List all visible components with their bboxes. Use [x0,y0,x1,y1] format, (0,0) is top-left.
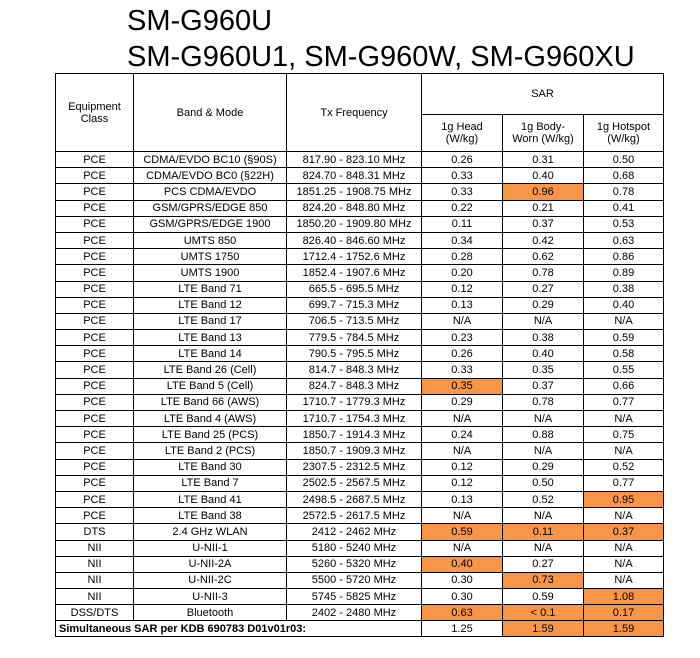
equipment-class-cell: DTS [56,524,134,540]
sar-body-cell: 0.78 [503,394,584,410]
sar-table-body [56,152,664,621]
table-row [56,378,664,394]
tx-frequency-cell: 1710.7 - 1754.3 MHz [287,411,422,427]
equipment-class-cell: PCE [56,411,134,427]
band-mode-cell: UMTS 1900 [134,265,287,281]
simultaneous-sar-row [56,621,664,637]
tx-frequency-cell: 824.7 - 848.3 MHz [287,378,422,394]
sar-head-cell: 0.12 [422,475,503,491]
sar-body-cell: 0.40 [503,346,584,362]
table-row [56,297,664,313]
equipment-class-cell: PCE [56,216,134,232]
sar-body-cell: N/A [503,540,584,556]
header-equipment-class: Equipment Class [56,74,134,152]
sar-head-cell: 0.26 [422,346,503,362]
tx-frequency-cell: 1850.7 - 1909.3 MHz [287,443,422,459]
sar-body-cell: 0.96 [503,184,584,200]
sar-hotspot-cell: 0.55 [584,362,664,378]
sar-head-cell: N/A [422,411,503,427]
tx-frequency-cell: 1710.7 - 1779.3 MHz [287,394,422,410]
sar-hotspot-cell: 0.78 [584,184,664,200]
table-row [56,475,664,491]
tx-frequency-cell: 5260 - 5320 MHz [287,556,422,572]
table-row [56,556,664,572]
sar-body-cell: 0.50 [503,475,584,491]
sar-hotspot-cell: 0.77 [584,475,664,491]
tx-frequency-cell: 2502.5 - 2567.5 MHz [287,475,422,491]
equipment-class-cell: DSS/DTS [56,605,134,621]
equipment-class-cell: PCE [56,394,134,410]
sar-hotspot-cell: 0.95 [584,491,664,507]
equipment-class-cell: PCE [56,200,134,216]
sar-head-cell: 0.40 [422,556,503,572]
sar-head-cell: 0.12 [422,281,503,297]
tx-frequency-cell: 824.20 - 848.80 MHz [287,200,422,216]
table-row [56,362,664,378]
sar-hotspot-cell: 0.86 [584,249,664,265]
table-row [56,249,664,265]
sar-head-cell: 0.63 [422,605,503,621]
table-row [56,459,664,475]
sar-body-cell: 0.37 [503,378,584,394]
band-mode-cell: LTE Band 30 [134,459,287,475]
equipment-class-cell: PCE [56,443,134,459]
tx-frequency-cell: 1712.4 - 1752.6 MHz [287,249,422,265]
sar-hotspot-cell: N/A [584,508,664,524]
sar-head-cell: 0.12 [422,459,503,475]
sar-hotspot-cell: 0.75 [584,427,664,443]
header-head: 1g Head (W/kg) [422,115,503,152]
sar-body-cell: N/A [503,508,584,524]
simultaneous-sar-label: Simultaneous SAR per KDB 690783 D01v01r03: [56,621,422,637]
band-mode-cell: LTE Band 13 [134,330,287,346]
sar-body-cell: 0.35 [503,362,584,378]
table-row [56,540,664,556]
table-row [56,313,664,329]
sar-body-cell: 0.21 [503,200,584,216]
sar-head-cell: 0.34 [422,232,503,248]
sar-body-cell: 0.31 [503,152,584,168]
sar-hotspot-cell: 0.53 [584,216,664,232]
table-row [56,508,664,524]
tx-frequency-cell: 2402 - 2480 MHz [287,605,422,621]
sar-head-cell: N/A [422,443,503,459]
table-row [56,572,664,588]
tx-frequency-cell: 779.5 - 784.5 MHz [287,330,422,346]
sar-head-cell: 0.11 [422,216,503,232]
equipment-class-cell: PCE [56,184,134,200]
band-mode-cell: LTE Band 14 [134,346,287,362]
band-mode-cell: U-NII-3 [134,589,287,605]
table-row [56,281,664,297]
sar-hotspot-cell: 0.77 [584,394,664,410]
sar-hotspot-cell: 0.38 [584,281,664,297]
equipment-class-cell: PCE [56,346,134,362]
band-mode-cell: CDMA/EVDO BC10 (§90S) [134,152,287,168]
sar-body-cell: 0.88 [503,427,584,443]
tx-frequency-cell: 5180 - 5240 MHz [287,540,422,556]
sar-head-cell: 0.22 [422,200,503,216]
sar-body-cell: N/A [503,313,584,329]
band-mode-cell: LTE Band 26 (Cell) [134,362,287,378]
band-mode-cell: GSM/GPRS/EDGE 1900 [134,216,287,232]
band-mode-cell: LTE Band 66 (AWS) [134,394,287,410]
sar-head-cell: 0.30 [422,589,503,605]
table-row [56,152,664,168]
sar-body-cell: 0.62 [503,249,584,265]
band-mode-cell: LTE Band 17 [134,313,287,329]
table-row [56,605,664,621]
tx-frequency-cell: 814.7 - 848.3 MHz [287,362,422,378]
table-row [56,427,664,443]
tx-frequency-cell: 2498.5 - 2687.5 MHz [287,491,422,507]
sar-body-cell: 0.73 [503,572,584,588]
band-mode-cell: LTE Band 38 [134,508,287,524]
sar-body-cell: 0.38 [503,330,584,346]
sar-head-cell: 0.33 [422,362,503,378]
equipment-class-cell: PCE [56,152,134,168]
footer-head-value: 1.25 [422,621,503,637]
sar-hotspot-cell: N/A [584,540,664,556]
equipment-class-cell: PCE [56,297,134,313]
band-mode-cell: LTE Band 5 (Cell) [134,378,287,394]
sar-body-cell: 0.27 [503,281,584,297]
sar-head-cell: 0.28 [422,249,503,265]
band-mode-cell: U-NII-2C [134,572,287,588]
table-row [56,168,664,184]
table-row [56,232,664,248]
band-mode-cell: UMTS 1750 [134,249,287,265]
sar-body-cell: 0.37 [503,216,584,232]
band-mode-cell: LTE Band 25 (PCS) [134,427,287,443]
band-mode-cell: U-NII-1 [134,540,287,556]
tx-frequency-cell: 1851.25 - 1908.75 MHz [287,184,422,200]
equipment-class-cell: PCE [56,508,134,524]
sar-hotspot-cell: 0.68 [584,168,664,184]
table-row [56,265,664,281]
sar-body-cell: 0.11 [503,524,584,540]
model-title: SM-G960U [127,5,273,37]
table-row [56,589,664,605]
table-row [56,443,664,459]
sar-hotspot-cell: 0.89 [584,265,664,281]
tx-frequency-cell: 790.5 - 795.5 MHz [287,346,422,362]
sar-hotspot-cell: N/A [584,411,664,427]
equipment-class-cell: PCE [56,249,134,265]
sar-head-cell: 0.13 [422,297,503,313]
sar-hotspot-cell: 0.66 [584,378,664,394]
equipment-class-cell: PCE [56,232,134,248]
table-row [56,394,664,410]
equipment-class-cell: PCE [56,313,134,329]
sar-hotspot-cell: 0.37 [584,524,664,540]
sar-head-cell: 0.24 [422,427,503,443]
sar-hotspot-cell: 0.50 [584,152,664,168]
sar-head-cell: 0.26 [422,152,503,168]
model-variants-title: SM-G960U1, SM-G960W, SM-G960XU [127,41,635,73]
header-sar: SAR [422,74,664,115]
tx-frequency-cell: 5500 - 5720 MHz [287,572,422,588]
sar-hotspot-cell: 0.52 [584,459,664,475]
band-mode-cell: Bluetooth [134,605,287,621]
sar-head-cell: 0.23 [422,330,503,346]
sar-table [55,73,664,637]
sar-head-cell: N/A [422,540,503,556]
table-row [56,184,664,200]
sar-body-cell: N/A [503,443,584,459]
equipment-class-cell: NII [56,572,134,588]
tx-frequency-cell: 706.5 - 713.5 MHz [287,313,422,329]
sar-body-cell: 0.52 [503,491,584,507]
tx-frequency-cell: 817.90 - 823.10 MHz [287,152,422,168]
header-band-mode: Band & Mode [134,74,287,152]
header-hotspot: 1g Hotspot (W/kg) [584,115,664,152]
tx-frequency-cell: 826.40 - 846.60 MHz [287,232,422,248]
sar-body-cell: 0.78 [503,265,584,281]
tx-frequency-cell: 1850.20 - 1909.80 MHz [287,216,422,232]
band-mode-cell: LTE Band 12 [134,297,287,313]
header-tx-frequency: Tx Frequency [287,74,422,152]
table-row [56,330,664,346]
sar-head-cell: 0.20 [422,265,503,281]
tx-frequency-cell: 824.70 - 848.31 MHz [287,168,422,184]
equipment-class-cell: PCE [56,362,134,378]
table-row [56,491,664,507]
sar-head-cell: 0.29 [422,394,503,410]
band-mode-cell: 2.4 GHz WLAN [134,524,287,540]
sar-body-cell: 0.42 [503,232,584,248]
footer-hotspot-value: 1.59 [584,621,664,637]
equipment-class-cell: PCE [56,475,134,491]
equipment-class-cell: PCE [56,281,134,297]
header-body: 1g Body-Worn (W/kg) [503,115,584,152]
sar-hotspot-cell: 0.17 [584,605,664,621]
sar-hotspot-cell: 0.58 [584,346,664,362]
band-mode-cell: PCS CDMA/EVDO [134,184,287,200]
band-mode-cell: LTE Band 41 [134,491,287,507]
table-row [56,411,664,427]
sar-hotspot-cell: 1.08 [584,589,664,605]
tx-frequency-cell: 2412 - 2462 MHz [287,524,422,540]
sar-hotspot-cell: 0.63 [584,232,664,248]
table-row [56,200,664,216]
table-row [56,524,664,540]
band-mode-cell: LTE Band 2 (PCS) [134,443,287,459]
sar-body-cell: < 0.1 [503,605,584,621]
equipment-class-cell: NII [56,540,134,556]
band-mode-cell: LTE Band 4 (AWS) [134,411,287,427]
sar-hotspot-cell: 0.40 [584,297,664,313]
band-mode-cell: U-NII-2A [134,556,287,572]
sar-hotspot-cell: 0.41 [584,200,664,216]
sar-head-cell: N/A [422,508,503,524]
band-mode-cell: GSM/GPRS/EDGE 850 [134,200,287,216]
tx-frequency-cell: 1852.4 - 1907.6 MHz [287,265,422,281]
sar-head-cell: 0.59 [422,524,503,540]
sar-body-cell: 0.40 [503,168,584,184]
sar-body-cell: 0.29 [503,297,584,313]
sar-hotspot-cell: N/A [584,313,664,329]
sar-hotspot-cell: N/A [584,443,664,459]
sar-head-cell: 0.35 [422,378,503,394]
band-mode-cell: CDMA/EVDO BC0 (§22H) [134,168,287,184]
sar-head-cell: 0.33 [422,168,503,184]
band-mode-cell: LTE Band 7 [134,475,287,491]
tx-frequency-cell: 2307.5 - 2312.5 MHz [287,459,422,475]
sar-hotspot-cell: N/A [584,556,664,572]
equipment-class-cell: PCE [56,265,134,281]
tx-frequency-cell: 5745 - 5825 MHz [287,589,422,605]
table-row [56,346,664,362]
equipment-class-cell: NII [56,589,134,605]
sar-head-cell: 0.13 [422,491,503,507]
sar-body-cell: 0.59 [503,589,584,605]
equipment-class-cell: PCE [56,427,134,443]
equipment-class-cell: PCE [56,459,134,475]
tx-frequency-cell: 699.7 - 715.3 MHz [287,297,422,313]
tx-frequency-cell: 1850.7 - 1914.3 MHz [287,427,422,443]
sar-hotspot-cell: 0.59 [584,330,664,346]
equipment-class-cell: PCE [56,168,134,184]
footer-body-value: 1.59 [503,621,584,637]
band-mode-cell: LTE Band 71 [134,281,287,297]
equipment-class-cell: PCE [56,491,134,507]
tx-frequency-cell: 665.5 - 695.5 MHz [287,281,422,297]
table-row [56,216,664,232]
sar-body-cell: N/A [503,411,584,427]
band-mode-cell: UMTS 850 [134,232,287,248]
sar-head-cell: N/A [422,313,503,329]
sar-head-cell: 0.33 [422,184,503,200]
sar-body-cell: 0.29 [503,459,584,475]
sar-body-cell: 0.27 [503,556,584,572]
equipment-class-cell: PCE [56,330,134,346]
sar-hotspot-cell: N/A [584,572,664,588]
equipment-class-cell: NII [56,556,134,572]
tx-frequency-cell: 2572.5 - 2617.5 MHz [287,508,422,524]
equipment-class-cell: PCE [56,378,134,394]
sar-head-cell: 0.30 [422,572,503,588]
